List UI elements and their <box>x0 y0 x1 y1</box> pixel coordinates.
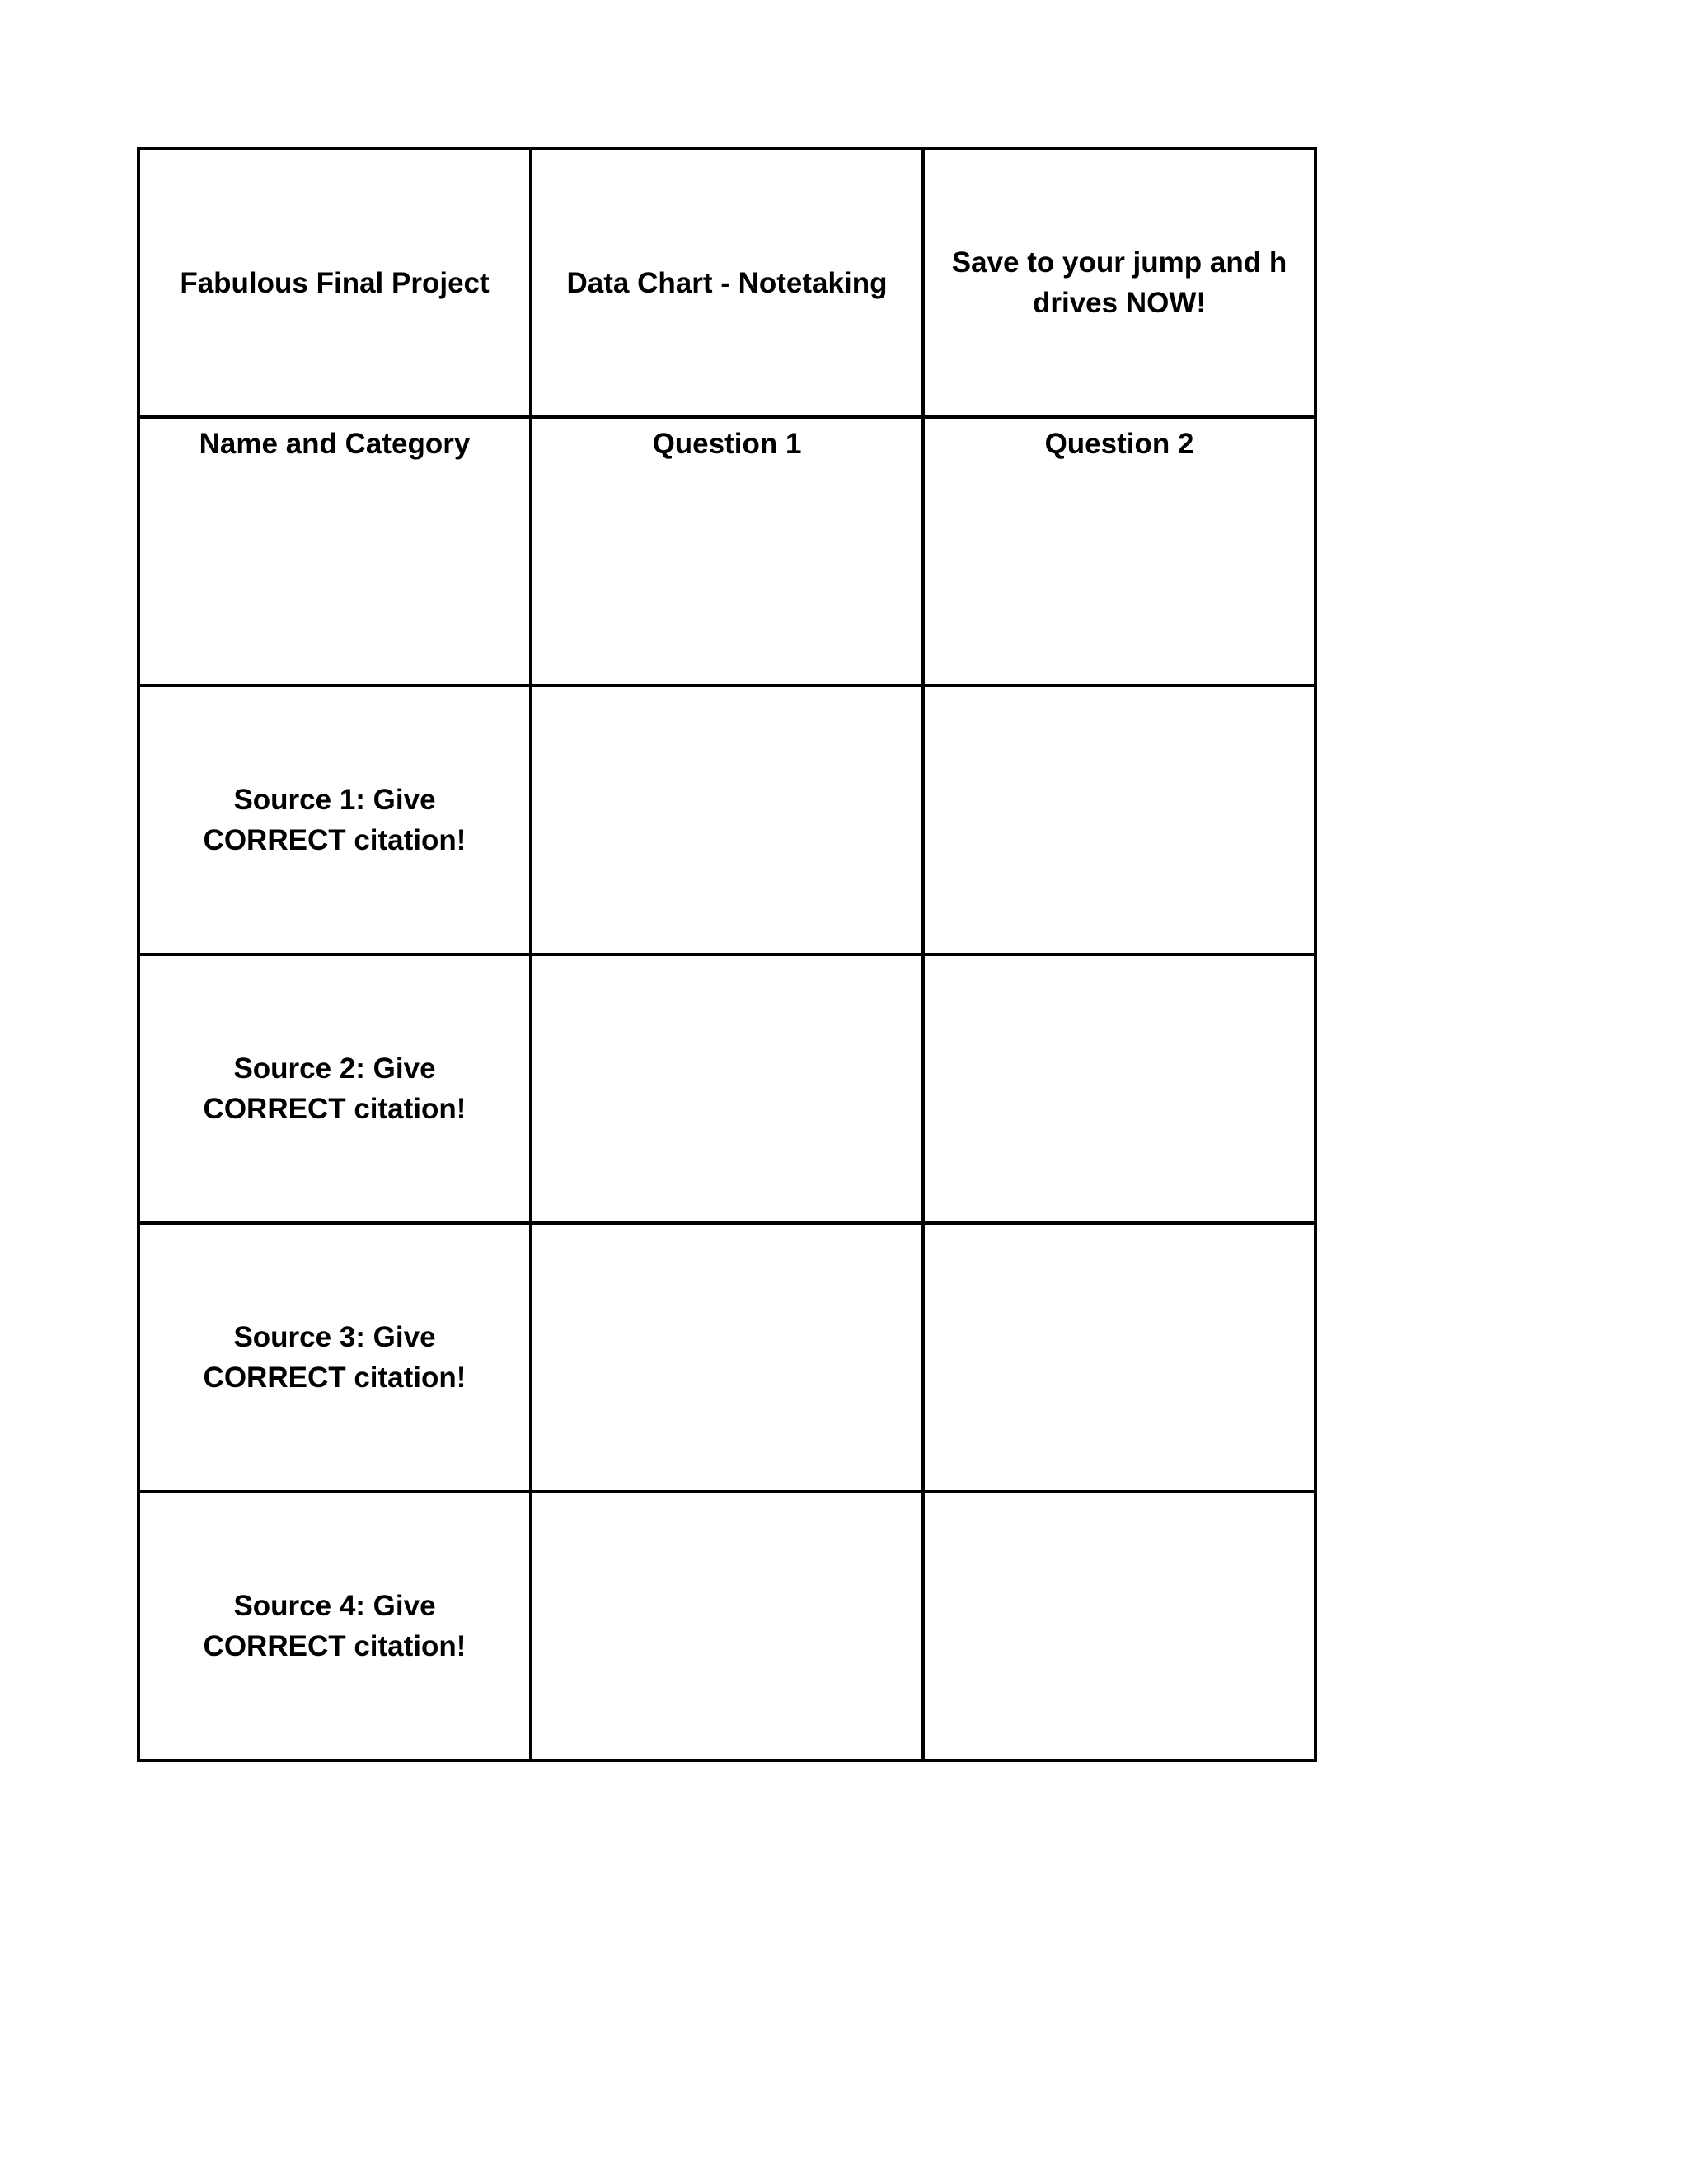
source-question-1-cell[interactable] <box>531 954 923 1223</box>
source-question-1-cell[interactable] <box>531 1492 923 1760</box>
source-row <box>138 954 1315 1223</box>
notetaking-table <box>137 147 1317 1762</box>
question-2-cell[interactable]: Question 2 <box>923 417 1315 686</box>
source-label-cell: Source 3: Give CORRECT citation! <box>138 1223 531 1492</box>
source-label-cell: Source 2: Give CORRECT citation! <box>138 954 531 1223</box>
column-label-row <box>138 417 1315 686</box>
chart-title-cell: Data Chart - Notetaking <box>531 148 923 417</box>
source-label-cell: Source 4: Give CORRECT citation! <box>138 1492 531 1760</box>
source-question-2-cell[interactable] <box>923 1492 1315 1760</box>
project-title-cell: Fabulous Final Project <box>138 148 531 417</box>
source-question-2-cell[interactable] <box>923 686 1315 954</box>
source-row <box>138 1223 1315 1492</box>
header-row <box>138 148 1315 417</box>
question-1-cell[interactable]: Question 1 <box>531 417 923 686</box>
source-row <box>138 686 1315 954</box>
name-category-cell[interactable]: Name and Category <box>138 417 531 686</box>
source-row <box>138 1492 1315 1760</box>
source-question-1-cell[interactable] <box>531 1223 923 1492</box>
source-question-2-cell[interactable] <box>923 1223 1315 1492</box>
source-question-1-cell[interactable] <box>531 686 923 954</box>
source-question-2-cell[interactable] <box>923 954 1315 1223</box>
source-label-cell: Source 1: Give CORRECT citation! <box>138 686 531 954</box>
save-reminder-cell: Save to your jump and h drives NOW! <box>923 148 1315 417</box>
